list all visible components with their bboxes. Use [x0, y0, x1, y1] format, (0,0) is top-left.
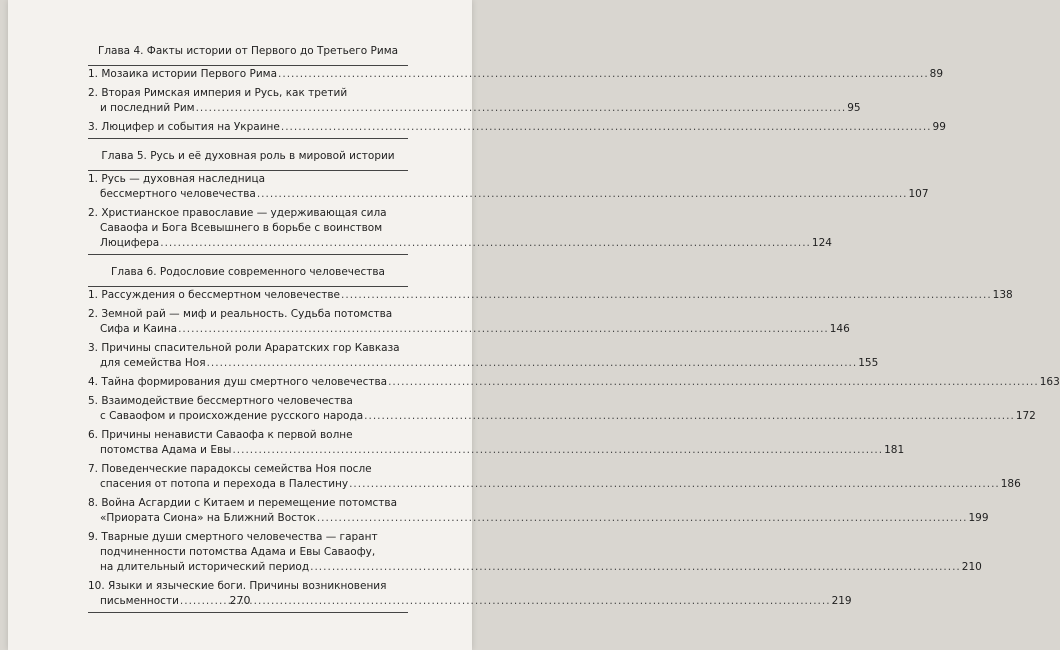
- toc-entry-line: [88, 375, 1060, 390]
- toc-entry-text: «Приората Сиона» на Ближний Восток: [100, 512, 316, 524]
- toc-entry-line: [88, 172, 408, 187]
- toc-entry-text: потомства Адама и Евы: [100, 444, 232, 456]
- toc-entry-text: письменности: [100, 595, 179, 607]
- dot-leader: [160, 236, 811, 251]
- toc-page-number: 210: [961, 561, 982, 573]
- toc-entry-text: 2. Земной рай — миф и реальность. Судьба потомства: [88, 308, 393, 320]
- dot-leader: [388, 375, 1039, 390]
- toc-entry-text: Люцифера: [100, 237, 160, 249]
- dot-leader: [317, 511, 968, 526]
- toc-entry-text: 1. Мозаика истории Первого Рима: [88, 68, 278, 80]
- toc-entry-text: Саваофа и Бога Всевышнего в борьбе с воинством: [100, 222, 383, 234]
- toc-page-number: 181: [884, 444, 905, 456]
- toc-entry-line: [88, 322, 850, 337]
- toc-entry-text: и последний Рим: [100, 102, 195, 114]
- toc-entry-text: 6. Причины ненависти Саваофа к первой волне: [88, 429, 353, 441]
- toc-entry-text: 7. Поведенческие парадоксы семейства Ноя после: [88, 463, 372, 475]
- toc-entry: [88, 85, 861, 119]
- chapter-title: Глава 6. Родословие современного человечества: [111, 266, 385, 278]
- toc-page-number: 186: [1000, 478, 1021, 490]
- toc-entry: [88, 427, 905, 461]
- dot-leader: [281, 120, 932, 135]
- dot-leader: [232, 443, 883, 458]
- toc-entry: [88, 171, 929, 205]
- toc-page-number: 138: [992, 289, 1013, 301]
- toc-entry-text: подчиненности потомства Адама и Евы Саваофу,: [100, 546, 376, 558]
- toc-entry-line: [88, 288, 1013, 303]
- toc-entry-text: бессмертного человечества: [100, 188, 256, 200]
- toc-page-number: 219: [831, 595, 852, 607]
- toc-entry-line: [88, 560, 982, 575]
- toc-entry-line: [88, 462, 408, 477]
- toc-entry-text: 10. Языки и языческие боги. Причины возникновения: [88, 580, 387, 592]
- toc-entry-line: [88, 356, 879, 371]
- toc-entry-line: [88, 120, 946, 135]
- chapter-title: Глава 5. Русь и её духовная роль в мировой истории: [101, 150, 395, 162]
- toc-entry-text: 9. Тварные души смертного человечества — гарант: [88, 531, 378, 543]
- toc-entry-line: [88, 579, 408, 594]
- dot-leader: [178, 322, 829, 337]
- toc-entry-text: с Саваофом и происхождение русского народа: [100, 410, 364, 422]
- toc-page-number: 89: [929, 68, 944, 80]
- toc-entry: [88, 119, 946, 139]
- toc-entry: [88, 529, 982, 578]
- toc-entry-text: 4. Тайна формирования душ смертного человечества: [88, 376, 388, 388]
- toc-entry: [88, 374, 1060, 393]
- toc-entry: [88, 66, 944, 85]
- toc-page-number: 199: [968, 512, 989, 524]
- dot-leader: [364, 409, 1015, 424]
- toc-entry-line: [88, 394, 408, 409]
- toc-entry-text: 2. Вторая Римская империя и Русь, как третий: [88, 87, 348, 99]
- toc-entry-line: [88, 307, 408, 322]
- dot-leader: [310, 560, 961, 575]
- toc-entry-text: 8. Война Асгардии с Китаем и перемещение потомства: [88, 497, 398, 509]
- toc-entry-text: Сифа и Каина: [100, 323, 178, 335]
- book-page: [8, 0, 1060, 650]
- table-of-contents: [88, 36, 1060, 613]
- toc-page-number: 155: [858, 357, 879, 369]
- toc-entry-line: [88, 409, 1036, 424]
- toc-entry-text: 2. Христианское православие — удерживающая сила: [88, 207, 387, 219]
- toc-entry-text: для семейства Ноя: [100, 357, 206, 369]
- toc-entry: [88, 205, 832, 255]
- toc-page-number: 99: [932, 121, 946, 133]
- toc-entry-line: [88, 187, 929, 202]
- toc-entry-line: [88, 511, 989, 526]
- toc-entry-text: 5. Взаимодействие бессмертного человечества: [88, 395, 353, 407]
- toc-entry-line: [88, 86, 408, 101]
- toc-entry: [88, 495, 989, 529]
- toc-page-number: 163: [1039, 376, 1060, 388]
- toc-entry: [88, 461, 1021, 495]
- toc-entry-text: на длительный исторический период: [100, 561, 310, 573]
- toc-entry: [88, 393, 1036, 427]
- toc-entry-line: [88, 428, 408, 443]
- toc-entry-line: [88, 221, 408, 236]
- toc-entry-line: [88, 341, 408, 356]
- dot-leader: [341, 288, 992, 303]
- toc-entry-line: [88, 101, 861, 116]
- toc-entry-line: [88, 477, 1021, 492]
- dot-leader: [196, 101, 847, 116]
- dot-leader: [207, 356, 858, 371]
- toc-entry-text: 3. Люцифер и события на Украине: [88, 121, 280, 133]
- toc-page-number: 107: [908, 188, 929, 200]
- dot-leader: [349, 477, 1000, 492]
- toc-page-number: 146: [829, 323, 850, 335]
- dot-leader: [278, 67, 929, 82]
- toc-entry: [88, 340, 879, 374]
- chapter-title: Глава 4. Факты истории от Первого до Третьего Рима: [97, 45, 399, 57]
- toc-entry-text: 1. Русь — духовная наследница: [88, 173, 266, 185]
- toc-page-number: 124: [811, 237, 832, 249]
- toc-entry-line: [88, 545, 408, 560]
- toc-entry-text: 3. Причины спасительной роли Араратских гор Кавказа: [88, 342, 400, 354]
- toc-page-number: 95: [847, 102, 861, 114]
- toc-entry-text: спасения от потопа и перехода в Палестину: [100, 478, 349, 490]
- toc-entry: [88, 287, 1013, 306]
- toc-entry-line: [88, 67, 944, 82]
- toc-entry-line: [88, 443, 905, 458]
- dot-leader: [257, 187, 908, 202]
- toc-entry-line: [88, 206, 408, 221]
- page-number: 270: [229, 594, 251, 607]
- toc-entry-line: [88, 236, 832, 251]
- toc-entry: [88, 306, 850, 340]
- toc-page-number: 172: [1015, 410, 1036, 422]
- toc-entry-text: 1. Рассуждения о бессмертном человечестве: [88, 289, 341, 301]
- toc-entry-line: [88, 496, 408, 511]
- toc-entry-line: [88, 530, 408, 545]
